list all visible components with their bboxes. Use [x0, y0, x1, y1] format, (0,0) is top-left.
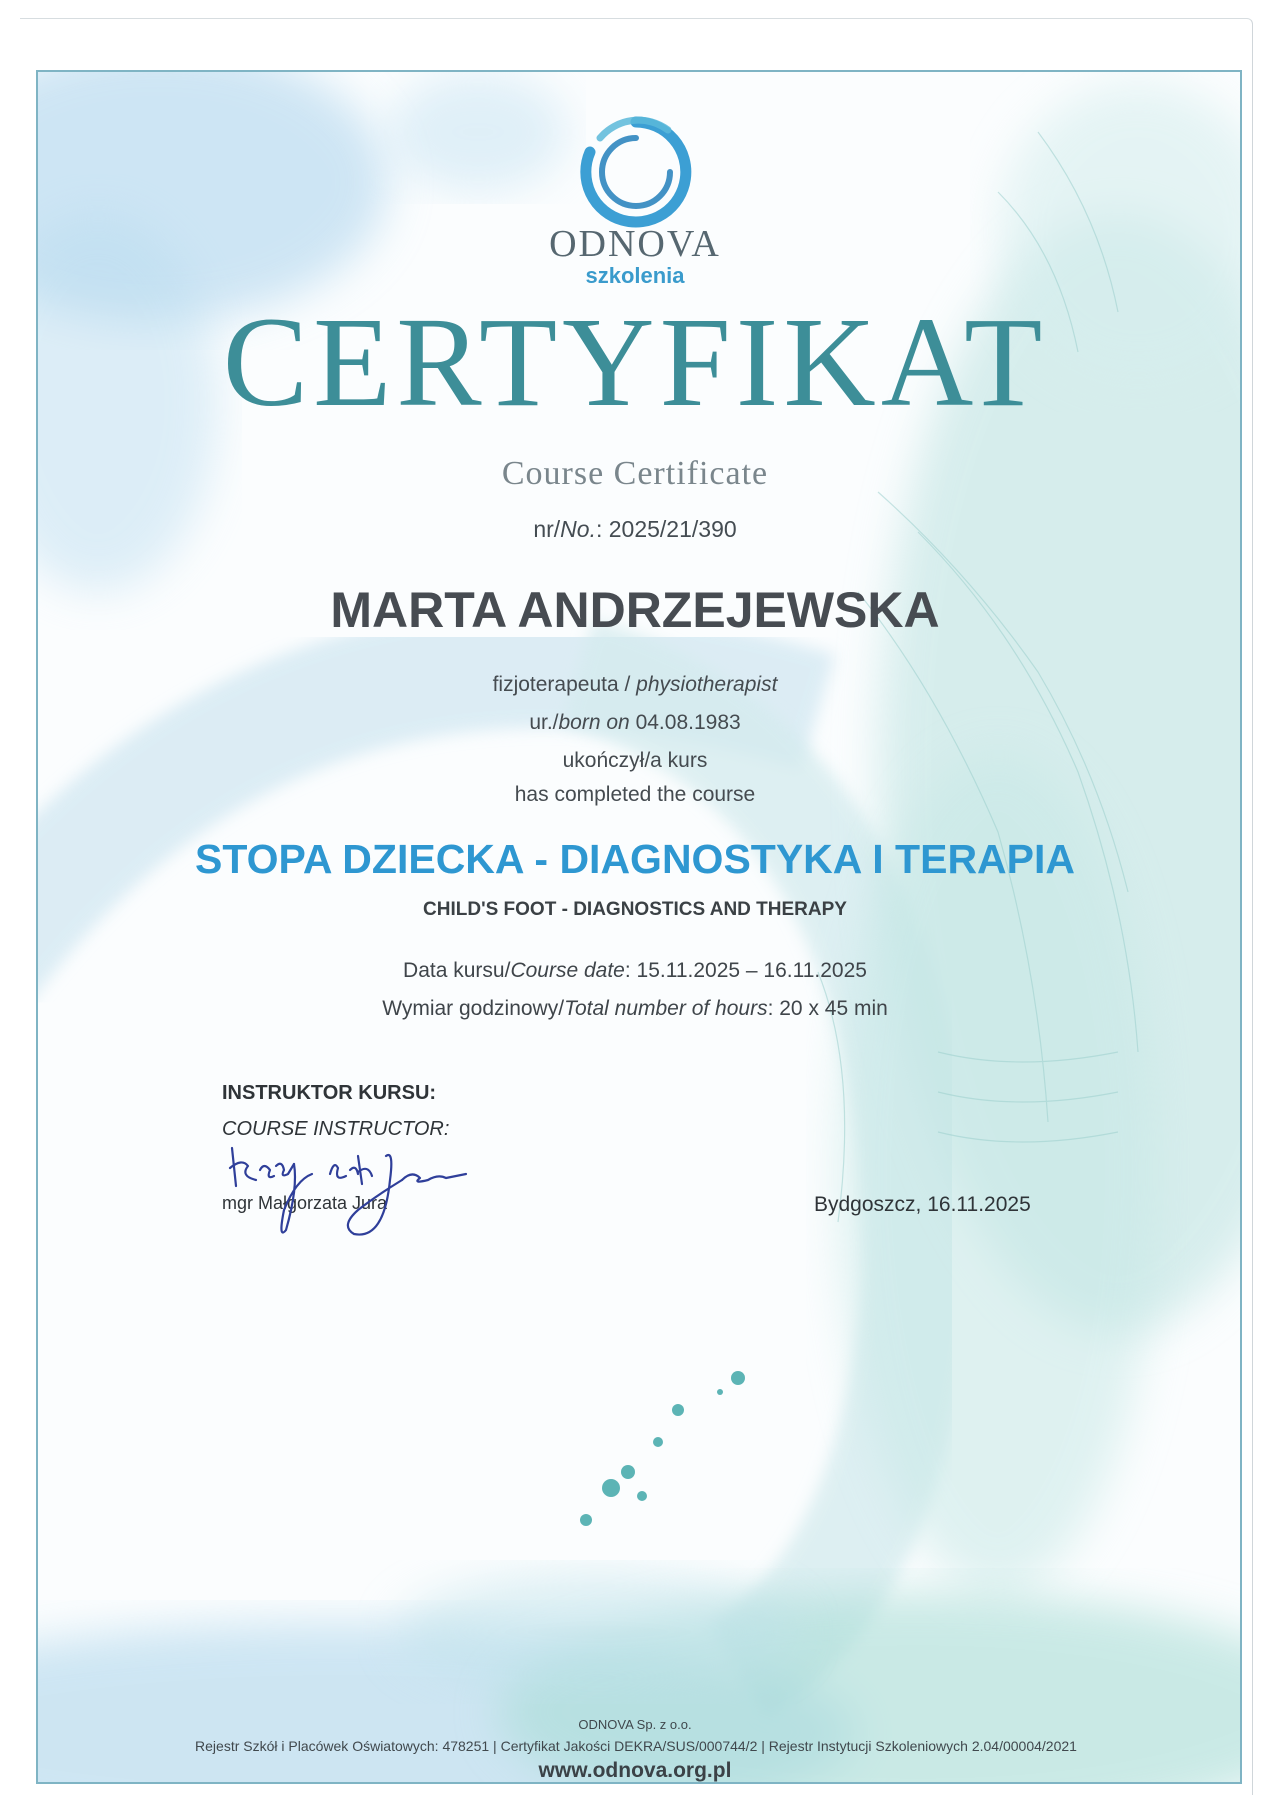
odnova-logo-icon: [572, 108, 700, 236]
profession-en: physiotherapist: [636, 673, 778, 696]
profession-pl: fizjoterapeuta /: [492, 673, 637, 696]
born-date: 04.08.1983: [629, 711, 741, 734]
brand-subtitle: szkolenia: [585, 263, 685, 288]
course-date-value: : 15.11.2025 – 16.11.2025: [624, 959, 867, 982]
course-hours-label-en: Total number of hours: [564, 997, 768, 1020]
recipient-name: MARTA ANDRZEJEWSKA: [330, 582, 940, 638]
course-title: STOPA DZIECKA - DIAGNOSTYKA I TERAPIA: [194, 836, 1076, 882]
footer-company: ODNOVA Sp. z o.o.: [578, 1717, 692, 1732]
place-and-date: Bydgoszcz, 16.11.2025: [814, 1193, 1031, 1216]
footer-website-link[interactable]: www.odnova.org.pl: [538, 1759, 732, 1782]
course-date-label: Data kursu/: [403, 959, 511, 982]
footer-registry: Rejestr Szkół i Placówek Oświatowych: 478251 | Certyfikat Jakości DEKRA/SUS/000744/2 | Rejestr Instytucji Szkoleniowych 2.04/00004/2021: [195, 1738, 1077, 1754]
number-prefix: nr/: [533, 516, 561, 542]
brand-name: ODNOVA: [549, 223, 721, 265]
course-hours-label: Wymiar godzinowy/: [382, 997, 565, 1020]
course-hours-value: : 20 x 45 min: [767, 997, 888, 1020]
course-title-en: CHILD'S FOOT - DIAGNOSTICS AND THERAPY: [423, 899, 847, 920]
instructor-label-en: COURSE INSTRUCTOR:: [222, 1118, 450, 1140]
born-label-en: born on: [558, 711, 630, 734]
completed-pl: ukończył/a kurs: [562, 749, 708, 772]
signature-icon: [226, 1140, 486, 1240]
recipient-profession: [0, 668, 1270, 702]
certificate-number: [0, 514, 1270, 544]
born-prefix: ur./: [529, 711, 559, 734]
instructor-label: INSTRUKTOR KURSU:: [222, 1082, 437, 1104]
course-date: [0, 954, 1270, 988]
course-hours: [0, 992, 1270, 1026]
instructor-name: mgr Małgorzata Jura: [222, 1193, 388, 1213]
certificate-title: CERTYFIKAT: [222, 291, 1048, 433]
course-date-label-en: Course date: [510, 959, 625, 982]
number-value: : 2025/21/390: [595, 516, 737, 542]
completed-en: has completed the course: [514, 783, 756, 806]
recipient-born: [0, 706, 1270, 740]
certificate-subtitle: Course Certificate: [501, 455, 769, 492]
number-prefix-en: No.: [560, 516, 596, 542]
